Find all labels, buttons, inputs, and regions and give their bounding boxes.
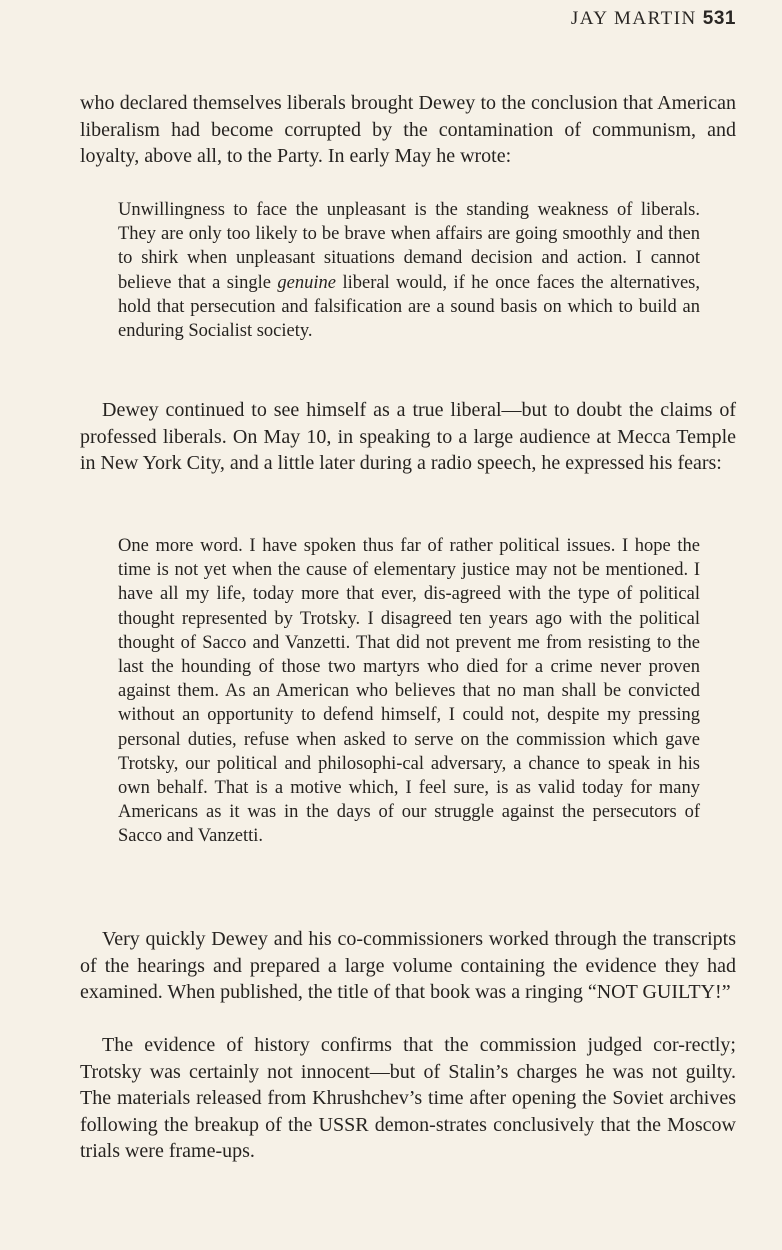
block-quote-2: One more word. I have spoken thus far of rather political issues. I hope the time is not yet when the cause of elementary justice may not be mentioned. I have all my life, today more that ever, dis-agreed with the type of political thought represented by Trotsky. I disagreed ten years ago with the political thought of Sacco and Vanzetti. That did not prevent me from resisting to the last the hounding of those two martyrs who died for a crime never proven against them. As an American who believes that no man shall be convicted without an opportunity to defend himself, I could not, despite my pressing personal duties, refuse when asked to serve on the commission which gave Trotsky, our political and philosophi-cal adversary, a chance to speak in his own behalf. That is a motive which, I feel sure, is as valid today for many Americans as it was in the days of our struggle against the persecutors of Sacco and Vanzetti. — [118, 536, 700, 847]
header-author: JAY MARTIN — [570, 8, 697, 29]
paragraph-evidence-history: The evidence of history confirms that the commission judged cor-rectly; Trotsky was certainly not innocent—but of Stalin’s charges he was not guilty. The materials released from Khrushchev’s time after opening the Soviet archives following the breakup of the USSR demon-strates conclusively that the Moscow trials were frame-ups. — [80, 1034, 736, 1162]
running-header — [571, 8, 736, 30]
quote-1-emphasis: genuine — [277, 272, 336, 293]
quote-1-text-a: Unwillingness to face the unpleasant is the standing weakness of liberals. They are only too likely to be brave when affairs are going smoothly and then to shirk when unpleasant situations demand decision and action. I cannot believe that a single — [118, 200, 700, 293]
paragraph-dewey-continued: Dewey continued to see himself as a true liberal—but to doubt the claims of professed liberals. On May 10, in speaking to a large audience at Mecca Temple in New York City, and a little later during a radio speech, he expressed his fears: — [80, 399, 736, 474]
page-number: 531 — [702, 8, 736, 29]
paragraph-not-guilty: Very quickly Dewey and his co-commissioners worked through the transcripts of the hearings and prepared a large volume containing the evidence they had examined. When published, the title of that book was a ringing “NOT GUILTY!” — [80, 928, 736, 1003]
block-quote-1 — [118, 198, 700, 343]
quote-1-text-b: liberal would, if he once faces the alternatives, hold that persecution and falsification are a sound basis on which to build an enduring Socialist society. — [118, 272, 700, 342]
paragraph-continuation: who declared themselves liberals brought Dewey to the conclusion that American liberalism had become corrupted by the contamination of communism, and loyalty, above all, to the Party. In early May he wrote: — [80, 92, 736, 167]
